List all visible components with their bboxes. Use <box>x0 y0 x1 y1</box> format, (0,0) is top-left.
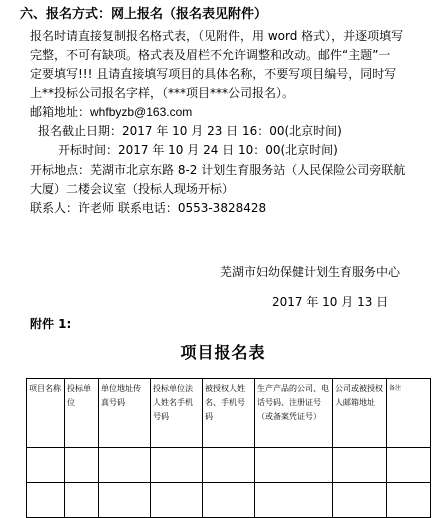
table-cell <box>203 483 255 518</box>
instruction-line-3: 定要填写!!! 且请直接填写项目的具体名称，不要写项目编号，同时写 <box>30 67 397 81</box>
attachment-label: 附件 1: <box>30 317 72 331</box>
signature-org: 芜湖市妇幼保健计划生育服务中心 <box>220 265 401 279</box>
table-cell <box>333 483 387 518</box>
header-manufacturer: 生产产品的公司、电话号码、注册证号（或备案凭证号） <box>255 379 333 448</box>
contact-line: 联系人：许老师 联系电话：0553-3828428 <box>30 201 267 215</box>
registration-deadline: 报名截止日期：2017 年 10 月 23 日 16：00(北京时间) <box>38 124 342 138</box>
table-cell <box>151 448 203 483</box>
table-cell <box>99 448 151 483</box>
table-row <box>27 448 431 483</box>
table-cell <box>151 483 203 518</box>
email-address: whfbyzb@163.com <box>90 105 193 119</box>
table-row <box>27 483 431 518</box>
header-legal-rep: 投标单位法人姓名手机号码 <box>151 379 203 448</box>
table-cell <box>255 483 333 518</box>
instruction-line-4: 上**投标公司报名字样，（***项目***公司报名）。 <box>30 86 295 100</box>
table-cell <box>27 448 65 483</box>
header-address-fax: 单位地址传真号码 <box>99 379 151 448</box>
table-cell <box>203 448 255 483</box>
section-heading: 六、报名方式：网上报名（报名表见附件） <box>20 7 268 22</box>
table-header-row <box>27 379 431 448</box>
header-project-name: 项目名称 <box>27 379 65 448</box>
registration-form-table <box>26 378 431 518</box>
table-cell <box>99 483 151 518</box>
table-title: 项目报名表 <box>180 343 266 362</box>
signature-date: 2017 年 10 月 13 日 <box>272 295 389 309</box>
instruction-line-2: 完整，不可有缺项。格式表及眉栏不允许调整和改动。邮件“主题”一 <box>30 48 391 62</box>
table-cell <box>65 483 99 518</box>
location-line-1: 开标地点：芜湖市北京东路 8-2 计划生育服务站（人民保险公司旁联航 <box>30 163 406 177</box>
header-authorized-person: 被授权人姓名、手机号码 <box>203 379 255 448</box>
table-cell <box>27 483 65 518</box>
header-remarks: 备注 <box>387 379 431 448</box>
location-line-2: 大厦）二楼会议室（投标人现场开标） <box>30 182 235 196</box>
table-cell <box>387 448 431 483</box>
instruction-line-1: 报名时请直接复制报名格式表，（见附件，用 word 格式），并逐项填写 <box>30 29 404 43</box>
header-email: 公司或被授权人邮箱地址 <box>333 379 387 448</box>
table-cell <box>255 448 333 483</box>
email-label: 邮箱地址： <box>30 105 91 119</box>
table-cell <box>333 448 387 483</box>
header-bidder: 投标单位 <box>65 379 99 448</box>
table-cell <box>65 448 99 483</box>
email-row <box>30 104 192 121</box>
table-cell <box>387 483 431 518</box>
bid-opening-time: 开标时间：2017 年 10 月 24 日 10：00(北京时间) <box>58 143 338 157</box>
